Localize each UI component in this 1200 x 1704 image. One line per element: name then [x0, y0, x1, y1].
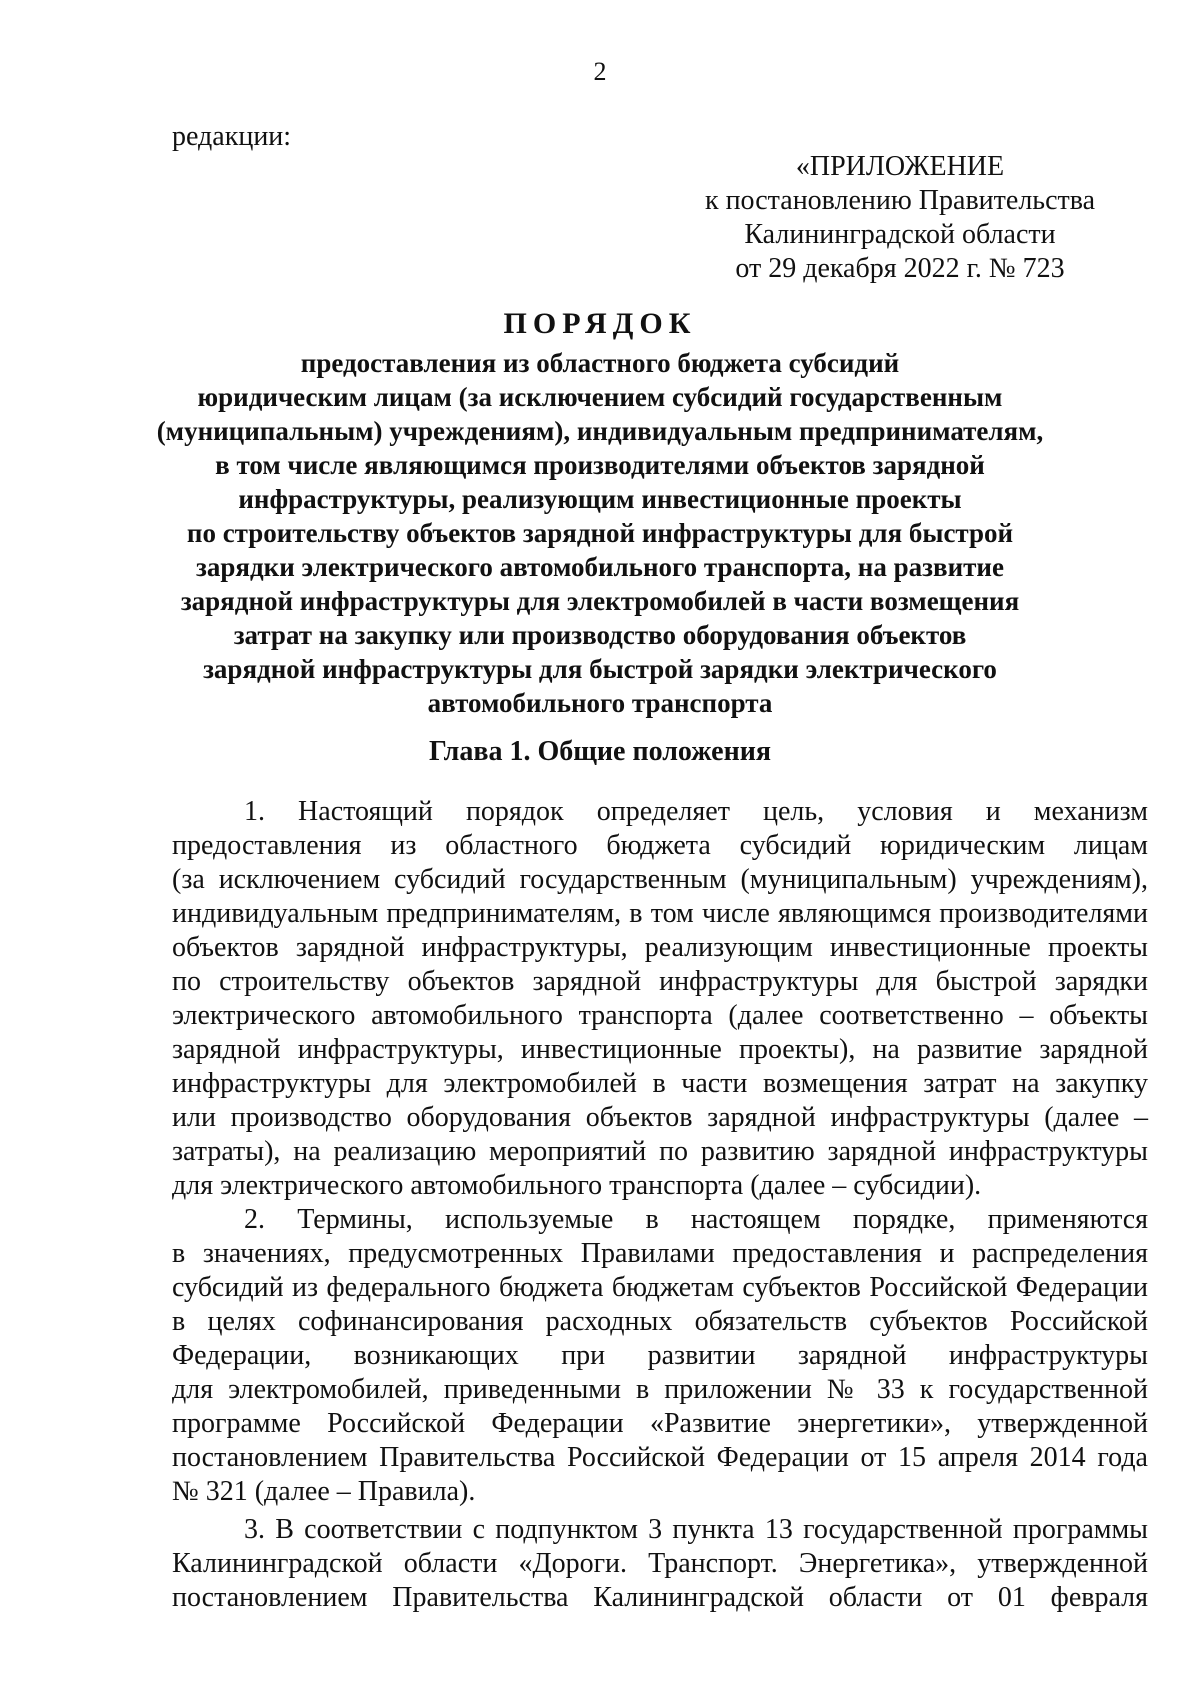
- appendix-line: от 29 декабря 2022 г. № 723: [735, 253, 1065, 284]
- subtitle-line: зарядной инфраструктуры для быстрой зарядки электрического: [203, 654, 997, 684]
- paragraph-3-line: 3. В соответствии с подпунктом 3 пункта 13 государственной программы: [244, 1514, 1148, 1545]
- subtitle-line: (муниципальным) учреждениям), индивидуальным предпринимателям,: [156, 416, 1044, 446]
- subtitle-line: затрат на закупку или производство оборудования объектов: [233, 620, 967, 650]
- subtitle-line: по строительству объектов зарядной инфраструктуры для быстрой: [186, 518, 1014, 548]
- subtitle-line: в том числе являющимся производителями объектов зарядной: [215, 450, 985, 480]
- paragraph-1-line: предоставления из областного бюджета субсидий юридическим лицам: [172, 830, 1148, 861]
- document-title: ПОРЯДОК: [503, 307, 697, 340]
- paragraph-3-line: Калининградской области «Дороги. Транспорт. Энергетика», утвержденной: [172, 1548, 1148, 1579]
- chapter-heading: Глава 1. Общие положения: [428, 736, 771, 767]
- body-text: [172, 795, 1148, 1615]
- paragraph-1-line: для электрического автомобильного транспорта (далее – субсидии).: [172, 1170, 982, 1201]
- paragraph-1-line: инфраструктуры для электромобилей в части возмещения затрат на закупку: [172, 1068, 1148, 1099]
- subtitle-line: зарядной инфраструктуры для электромобилей в части возмещения: [180, 586, 1020, 616]
- paragraph-1-line: 1. Настоящий порядок определяет цель, условия и механизм: [244, 796, 1148, 827]
- paragraph-1-line: индивидуальным предпринимателям, в том числе являющимся производителями: [172, 898, 1148, 929]
- subtitle-line: автомобильного транспорта: [427, 688, 773, 718]
- subtitle-line: юридическим лицам (за исключением субсидий государственным: [197, 382, 1003, 412]
- document-subtitle: [110, 346, 1090, 720]
- appendix-line: к постановлению Правительства: [704, 185, 1096, 216]
- paragraph-2-line: № 321 (далее – Правила).: [172, 1476, 476, 1507]
- appendix-line: «ПРИЛОЖЕНИЕ: [795, 151, 1005, 182]
- paragraph-1-line: объектов зарядной инфраструктуры, реализующим инвестиционные проекты: [172, 932, 1148, 963]
- intro-word: редакции:: [172, 121, 292, 152]
- paragraph-2-line: в целях софинансирования расходных обязательств субъектов Российской: [172, 1306, 1148, 1337]
- subtitle-line: зарядки электрического автомобильного транспорта, на развитие: [196, 552, 1004, 582]
- appendix-block: [640, 150, 1160, 286]
- paragraph-1-line: зарядной инфраструктуры, инвестиционные проекты), на развитие зарядной: [172, 1034, 1148, 1065]
- paragraph-2-line: для электромобилей, приведенными в приложении № 33 к государственной: [172, 1374, 1148, 1405]
- paragraph-2-line: программе Российской Федерации «Развитие энергетики», утвержденной: [172, 1408, 1148, 1439]
- paragraph-1-line: (за исключением субсидий государственным (муниципальным) учреждениям),: [172, 864, 1148, 895]
- paragraph-2-line: субсидий из федерального бюджета бюджетам субъектов Российской Федерации: [172, 1272, 1148, 1303]
- paragraph-2-line: Федерации, возникающих при развитии зарядной инфраструктуры: [172, 1340, 1148, 1371]
- paragraph-1-line: или производство оборудования объектов зарядной инфраструктуры (далее –: [172, 1102, 1148, 1133]
- paragraph-1-line: электрического автомобильного транспорта (далее соответственно – объекты: [172, 1000, 1148, 1031]
- paragraph-1-line: затраты), на реализацию мероприятий по развитию зарядной инфраструктуры: [172, 1136, 1148, 1167]
- page-number: 2: [593, 57, 607, 86]
- subtitle-line: предоставления из областного бюджета субсидий: [300, 348, 900, 378]
- paragraph-1-line: по строительству объектов зарядной инфраструктуры для быстрой зарядки: [172, 966, 1148, 997]
- subtitle-line: инфраструктуры, реализующим инвестиционные проекты: [238, 484, 962, 514]
- paragraph-2-line: в значениях, предусмотренных Правилами предоставления и распределения: [172, 1238, 1148, 1269]
- paragraph-2-line: постановлением Правительства Российской Федерации от 15 апреля 2014 года: [172, 1442, 1148, 1473]
- paragraph-2-line: 2. Термины, используемые в настоящем порядке, применяются: [244, 1204, 1148, 1235]
- paragraph-3-line: постановлением Правительства Калининградской области от 01 февраля: [172, 1582, 1148, 1613]
- appendix-line: Калининградской области: [744, 219, 1056, 250]
